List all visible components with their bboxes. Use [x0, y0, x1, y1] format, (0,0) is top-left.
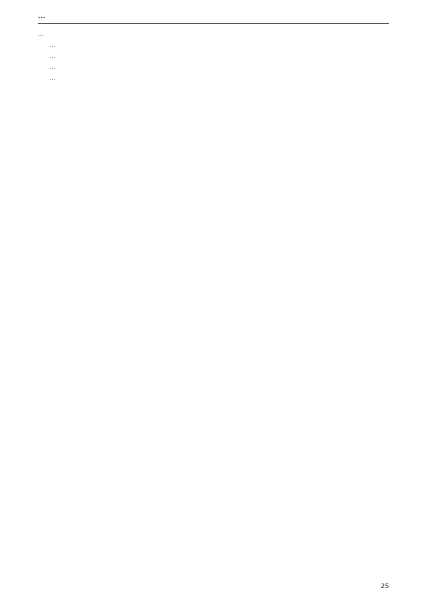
- paragraph-4: ...: [49, 65, 56, 72]
- paragraph-3: ...: [49, 54, 56, 61]
- header-rule: [38, 23, 389, 24]
- paragraph-1: ...: [38, 32, 44, 38]
- paragraph-2: ...: [49, 43, 56, 50]
- running-header: ...: [38, 12, 46, 20]
- page-number: 25: [380, 582, 389, 590]
- paragraph-5: ...: [49, 76, 56, 83]
